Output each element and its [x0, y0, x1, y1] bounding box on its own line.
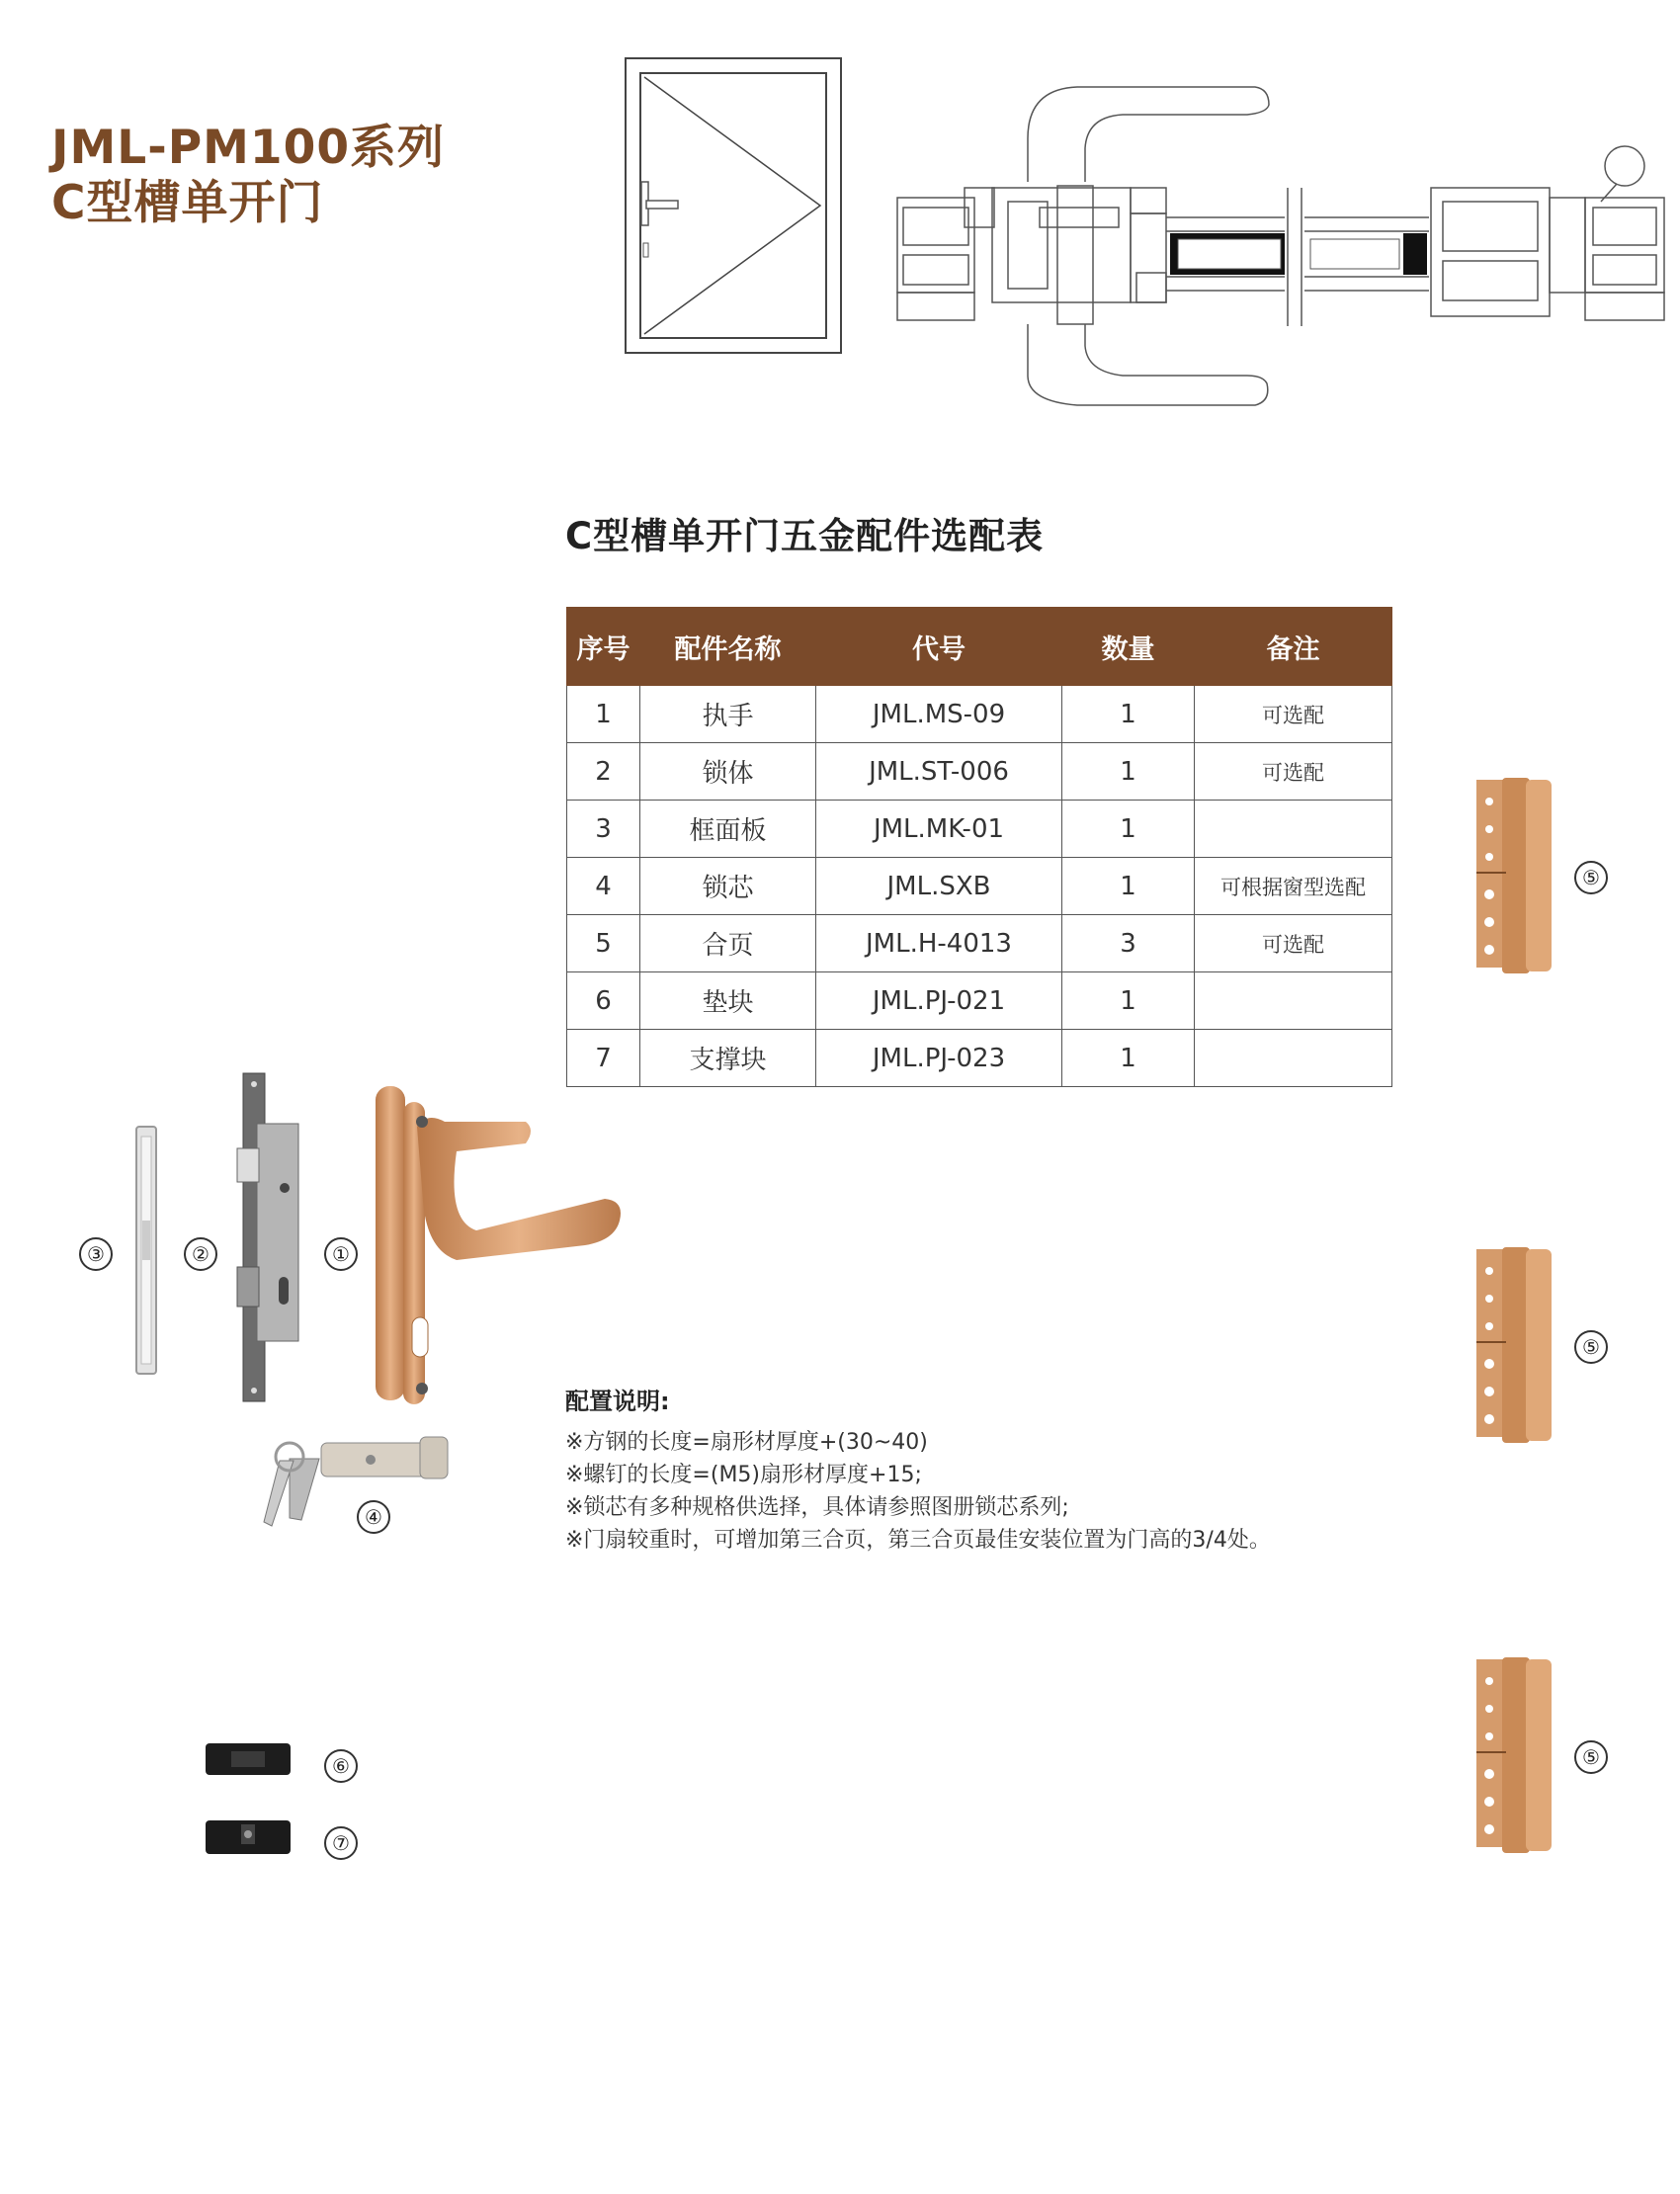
cell-code: JML.ST-006 [816, 743, 1062, 801]
cell-code: JML.H-4013 [816, 915, 1062, 972]
header-part-name: 配件名称 [640, 608, 816, 686]
table-header-row [567, 608, 1392, 686]
table-row [567, 686, 1392, 743]
cell-quantity: 1 [1062, 686, 1195, 743]
label-hinge-top: ⑤ [1574, 861, 1608, 894]
cell-code: JML.MS-09 [816, 686, 1062, 743]
door-elevation-diagram [623, 55, 846, 357]
note-line: ※门扇较重时，可增加第三合页，第三合页最佳安装位置为门高的3/4处。 [565, 1528, 1271, 1553]
note-line: ※锁芯有多种规格供选择，具体请参照图册锁芯系列; [565, 1495, 1069, 1520]
cell-no: 4 [567, 858, 640, 915]
frame-plate-image [131, 1122, 161, 1379]
label-cylinder: ④ [357, 1500, 390, 1534]
header-no: 序号 [567, 608, 640, 686]
header-quantity: 数量 [1062, 608, 1195, 686]
table-row [567, 915, 1392, 972]
header-code: 代号 [816, 608, 1062, 686]
table-title: C型槽单开门五金配件选配表 [565, 515, 1045, 557]
cell-quantity: 1 [1062, 858, 1195, 915]
note-line: ※方钢的长度=扇形材厚度+(30~40) [565, 1430, 928, 1455]
cell-quantity: 1 [1062, 801, 1195, 858]
cylinder-image [242, 1431, 455, 1530]
label-hinge-middle: ⑤ [1574, 1330, 1608, 1364]
cell-quantity: 1 [1062, 743, 1195, 801]
profile-section-diagram [889, 79, 1675, 415]
label-hinge-bottom: ⑤ [1574, 1740, 1608, 1774]
door-type-title: C型槽单开门 [51, 176, 324, 230]
table-row [567, 1030, 1392, 1087]
cell-remark: 可根据窗型选配 [1195, 858, 1392, 915]
cell-part-name: 锁体 [640, 743, 816, 801]
cell-remark: 可选配 [1195, 686, 1392, 743]
table-row [567, 972, 1392, 1030]
lock-body-image [235, 1069, 304, 1405]
cell-part-name: 执手 [640, 686, 816, 743]
cell-no: 5 [567, 915, 640, 972]
label-handle: ① [324, 1237, 358, 1271]
cell-quantity: 3 [1062, 915, 1195, 972]
cell-no: 6 [567, 972, 640, 1030]
cell-remark [1195, 1030, 1392, 1087]
cell-no: 1 [567, 686, 640, 743]
cell-code: JML.MK-01 [816, 801, 1062, 858]
cell-part-name: 支撑块 [640, 1030, 816, 1087]
label-lock-body: ② [184, 1237, 217, 1271]
cell-no: 2 [567, 743, 640, 801]
hinge-bottom-image [1472, 1655, 1559, 1855]
notes-heading: 配置说明: [565, 1388, 670, 1415]
cell-code: JML.PJ-021 [816, 972, 1062, 1030]
cell-part-name: 锁芯 [640, 858, 816, 915]
cell-remark [1195, 801, 1392, 858]
note-line: ※螺钉的长度=(M5)扇形材厚度+15; [565, 1463, 922, 1487]
cell-part-name: 框面板 [640, 801, 816, 858]
pad-block-image [204, 1739, 293, 1779]
cell-remark [1195, 972, 1392, 1030]
cell-no: 7 [567, 1030, 640, 1087]
cell-remark: 可选配 [1195, 743, 1392, 801]
cell-no: 3 [567, 801, 640, 858]
table-row [567, 858, 1392, 915]
header-remark: 备注 [1195, 608, 1392, 686]
series-title: JML-PM100系列 [51, 121, 446, 175]
hinge-middle-image [1472, 1245, 1559, 1445]
handle-image [368, 1082, 627, 1408]
hinge-top-image [1472, 776, 1559, 975]
hardware-spec-table [566, 607, 1392, 1087]
cell-code: JML.SXB [816, 858, 1062, 915]
cell-quantity: 1 [1062, 1030, 1195, 1087]
cell-part-name: 垫块 [640, 972, 816, 1030]
table-row [567, 801, 1392, 858]
cell-part-name: 合页 [640, 915, 816, 972]
support-block-image [204, 1816, 293, 1858]
table-row [567, 743, 1392, 801]
label-support-block: ⑦ [324, 1826, 358, 1860]
configuration-notes [565, 1382, 1271, 1557]
cell-code: JML.PJ-023 [816, 1030, 1062, 1087]
cell-remark: 可选配 [1195, 915, 1392, 972]
cell-quantity: 1 [1062, 972, 1195, 1030]
label-frame-plate: ③ [79, 1237, 113, 1271]
label-pad-block: ⑥ [324, 1749, 358, 1783]
